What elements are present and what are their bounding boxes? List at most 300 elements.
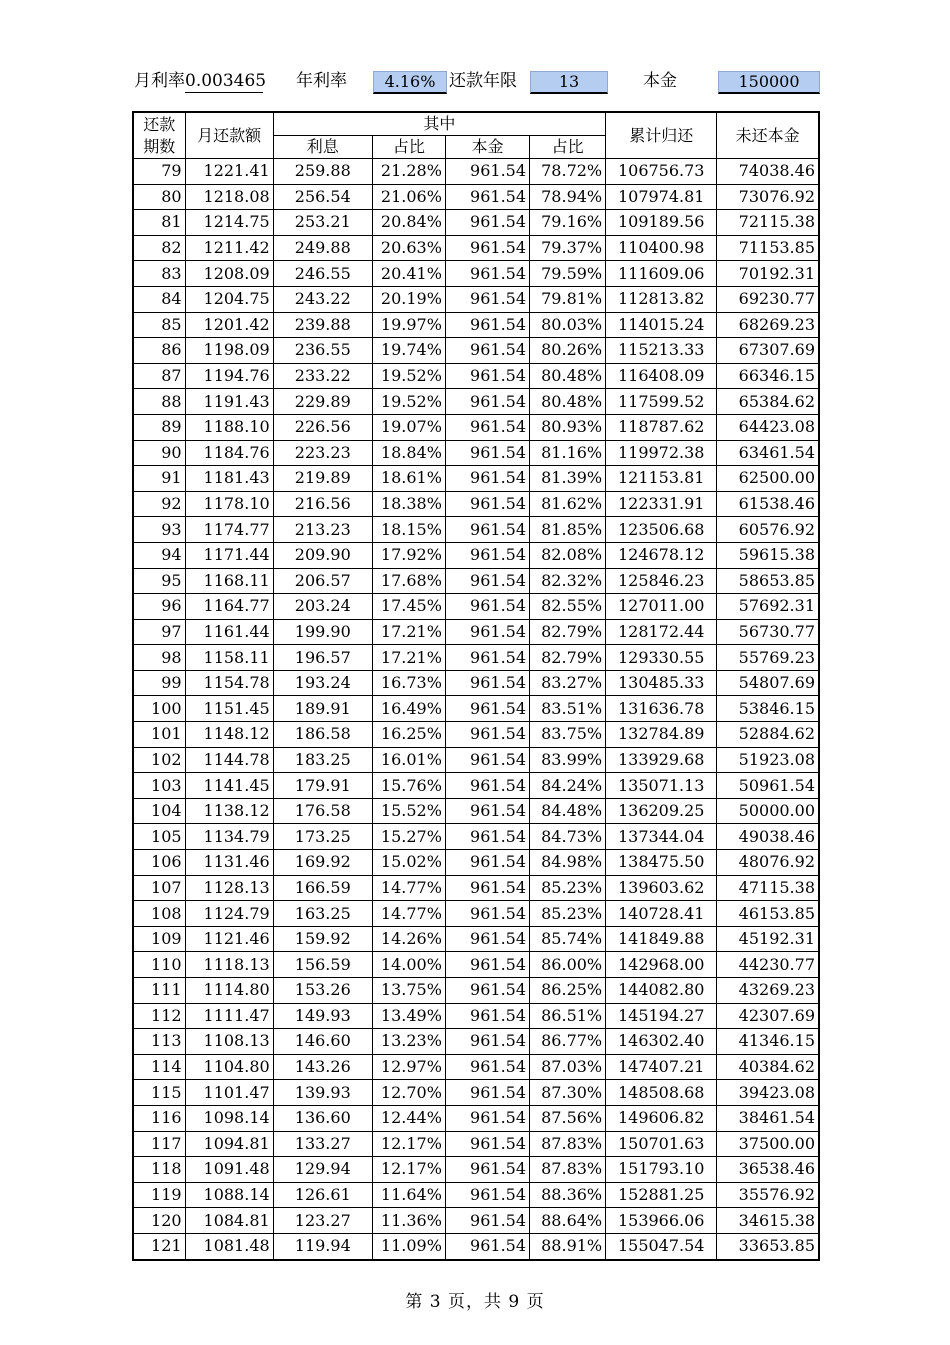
cell-principal-ratio: 87.30% <box>530 1080 606 1106</box>
cell-cumulative-repaid: 131636.78 <box>606 696 717 722</box>
cell-cumulative-repaid: 107974.81 <box>606 184 717 210</box>
cell-monthly-payment: 1194.76 <box>185 363 273 389</box>
cell-principal-ratio: 78.72% <box>530 159 606 185</box>
cell-remaining-principal: 34615.38 <box>717 1208 819 1234</box>
cell-principal: 961.54 <box>445 850 529 876</box>
header-principal: 本金 <box>445 136 529 159</box>
cell-period: 85 <box>133 312 185 338</box>
cell-principal-ratio: 85.23% <box>530 901 606 927</box>
cell-period: 107 <box>133 875 185 901</box>
table-row <box>133 363 819 389</box>
cell-interest: 219.89 <box>273 466 372 492</box>
cell-period: 98 <box>133 645 185 671</box>
table-row <box>133 926 819 952</box>
table-row <box>133 824 819 850</box>
cell-interest-ratio: 13.23% <box>372 1029 445 1055</box>
cell-remaining-principal: 50961.54 <box>717 773 819 799</box>
cell-interest-ratio: 17.45% <box>372 594 445 620</box>
cell-principal-ratio: 83.99% <box>530 747 606 773</box>
cell-remaining-principal: 49038.46 <box>717 824 819 850</box>
cell-cumulative-repaid: 137344.04 <box>606 824 717 850</box>
table-row <box>133 184 819 210</box>
cell-remaining-principal: 69230.77 <box>717 286 819 312</box>
cell-principal-ratio: 82.08% <box>530 542 606 568</box>
cell-principal: 961.54 <box>445 1157 529 1183</box>
cell-monthly-payment: 1101.47 <box>185 1080 273 1106</box>
cell-remaining-principal: 36538.46 <box>717 1157 819 1183</box>
cell-cumulative-repaid: 138475.50 <box>606 850 717 876</box>
cell-principal-ratio: 82.55% <box>530 594 606 620</box>
cell-interest-ratio: 18.61% <box>372 466 445 492</box>
cell-remaining-principal: 50000.00 <box>717 798 819 824</box>
table-row <box>133 696 819 722</box>
table-row <box>133 952 819 978</box>
cell-principal-ratio: 87.83% <box>530 1131 606 1157</box>
table-row <box>133 1157 819 1183</box>
cell-principal-ratio: 85.23% <box>530 875 606 901</box>
cell-period: 101 <box>133 722 185 748</box>
cell-interest-ratio: 15.02% <box>372 850 445 876</box>
cell-principal: 961.54 <box>445 1233 529 1259</box>
cell-principal-ratio: 82.32% <box>530 568 606 594</box>
cell-period: 116 <box>133 1105 185 1131</box>
cell-interest-ratio: 18.38% <box>372 491 445 517</box>
cell-principal: 961.54 <box>445 466 529 492</box>
cell-principal: 961.54 <box>445 773 529 799</box>
cell-period: 104 <box>133 798 185 824</box>
cell-remaining-principal: 58653.85 <box>717 568 819 594</box>
table-row <box>133 901 819 927</box>
cell-remaining-principal: 39423.08 <box>717 1080 819 1106</box>
cell-remaining-principal: 57692.31 <box>717 594 819 620</box>
cell-cumulative-repaid: 118787.62 <box>606 414 717 440</box>
table-row <box>133 542 819 568</box>
cell-interest-ratio: 16.01% <box>372 747 445 773</box>
cell-remaining-principal: 52884.62 <box>717 722 819 748</box>
cell-principal: 961.54 <box>445 210 529 236</box>
term-input[interactable]: 13 <box>530 71 608 94</box>
cell-monthly-payment: 1201.42 <box>185 312 273 338</box>
cell-cumulative-repaid: 151793.10 <box>606 1157 717 1183</box>
cell-interest: 186.58 <box>273 722 372 748</box>
cell-cumulative-repaid: 111609.06 <box>606 261 717 287</box>
cell-cumulative-repaid: 132784.89 <box>606 722 717 748</box>
cell-principal: 961.54 <box>445 926 529 952</box>
cell-monthly-payment: 1108.13 <box>185 1029 273 1055</box>
cell-interest: 136.60 <box>273 1105 372 1131</box>
cell-cumulative-repaid: 148508.68 <box>606 1080 717 1106</box>
cell-cumulative-repaid: 155047.54 <box>606 1233 717 1259</box>
cell-cumulative-repaid: 149606.82 <box>606 1105 717 1131</box>
cell-period: 90 <box>133 440 185 466</box>
cell-monthly-payment: 1164.77 <box>185 594 273 620</box>
table-body <box>133 159 819 1260</box>
cell-interest: 176.58 <box>273 798 372 824</box>
table-row <box>133 645 819 671</box>
cell-remaining-principal: 42307.69 <box>717 1003 819 1029</box>
cell-remaining-principal: 38461.54 <box>717 1105 819 1131</box>
cell-interest: 253.21 <box>273 210 372 236</box>
cell-interest-ratio: 19.74% <box>372 338 445 364</box>
cell-principal: 961.54 <box>445 747 529 773</box>
table-row <box>133 978 819 1004</box>
cell-period: 82 <box>133 235 185 261</box>
cell-cumulative-repaid: 106756.73 <box>606 159 717 185</box>
cell-principal-ratio: 88.91% <box>530 1233 606 1259</box>
cell-remaining-principal: 40384.62 <box>717 1054 819 1080</box>
cell-interest: 166.59 <box>273 875 372 901</box>
cell-interest: 199.90 <box>273 619 372 645</box>
cell-interest-ratio: 12.44% <box>372 1105 445 1131</box>
cell-cumulative-repaid: 147407.21 <box>606 1054 717 1080</box>
table-row <box>133 414 819 440</box>
cell-monthly-payment: 1098.14 <box>185 1105 273 1131</box>
cell-principal: 961.54 <box>445 1080 529 1106</box>
header-remaining: 未还本金 <box>717 112 819 159</box>
cell-interest: 196.57 <box>273 645 372 671</box>
cell-interest: 229.89 <box>273 389 372 415</box>
cell-principal-ratio: 79.37% <box>530 235 606 261</box>
cell-cumulative-repaid: 140728.41 <box>606 901 717 927</box>
cell-interest-ratio: 12.17% <box>372 1157 445 1183</box>
cell-principal: 961.54 <box>445 722 529 748</box>
cell-principal: 961.54 <box>445 1208 529 1234</box>
cell-interest: 189.91 <box>273 696 372 722</box>
cell-cumulative-repaid: 146302.40 <box>606 1029 717 1055</box>
cell-interest: 123.27 <box>273 1208 372 1234</box>
cell-principal: 961.54 <box>445 696 529 722</box>
cell-cumulative-repaid: 153966.06 <box>606 1208 717 1234</box>
cell-interest-ratio: 11.36% <box>372 1208 445 1234</box>
cell-monthly-payment: 1171.44 <box>185 542 273 568</box>
table-row <box>133 568 819 594</box>
cell-interest: 256.54 <box>273 184 372 210</box>
cell-cumulative-repaid: 116408.09 <box>606 363 717 389</box>
cell-interest-ratio: 19.07% <box>372 414 445 440</box>
cell-period: 105 <box>133 824 185 850</box>
cell-interest-ratio: 15.52% <box>372 798 445 824</box>
cell-interest-ratio: 12.97% <box>372 1054 445 1080</box>
cell-monthly-payment: 1204.75 <box>185 286 273 312</box>
cell-remaining-principal: 70192.31 <box>717 261 819 287</box>
cell-cumulative-repaid: 129330.55 <box>606 645 717 671</box>
cell-monthly-payment: 1208.09 <box>185 261 273 287</box>
cell-monthly-payment: 1134.79 <box>185 824 273 850</box>
cell-principal-ratio: 81.85% <box>530 517 606 543</box>
cell-monthly-payment: 1141.45 <box>185 773 273 799</box>
cell-principal: 961.54 <box>445 312 529 338</box>
cell-cumulative-repaid: 142968.00 <box>606 952 717 978</box>
cell-remaining-principal: 71153.85 <box>717 235 819 261</box>
cell-period: 96 <box>133 594 185 620</box>
cell-principal-ratio: 80.48% <box>530 389 606 415</box>
cell-principal-ratio: 80.93% <box>530 414 606 440</box>
cell-interest-ratio: 14.77% <box>372 875 445 901</box>
page-indicator: 第 3 页，共 9 页 <box>405 1292 545 1312</box>
cell-interest-ratio: 20.41% <box>372 261 445 287</box>
cell-principal: 961.54 <box>445 542 529 568</box>
cell-cumulative-repaid: 127011.00 <box>606 594 717 620</box>
monthly-rate-label: 月利率 <box>134 71 185 91</box>
cell-principal-ratio: 79.81% <box>530 286 606 312</box>
cell-monthly-payment: 1124.79 <box>185 901 273 927</box>
cell-interest-ratio: 20.84% <box>372 210 445 236</box>
cell-period: 83 <box>133 261 185 287</box>
cell-cumulative-repaid: 152881.25 <box>606 1182 717 1208</box>
cell-principal: 961.54 <box>445 517 529 543</box>
cell-interest: 139.93 <box>273 1080 372 1106</box>
cell-period: 109 <box>133 926 185 952</box>
cell-monthly-payment: 1178.10 <box>185 491 273 517</box>
cell-monthly-payment: 1104.80 <box>185 1054 273 1080</box>
cell-remaining-principal: 55769.23 <box>717 645 819 671</box>
cell-interest: 153.26 <box>273 978 372 1004</box>
cell-interest-ratio: 21.28% <box>372 159 445 185</box>
cell-principal-ratio: 82.79% <box>530 619 606 645</box>
cell-principal-ratio: 84.24% <box>530 773 606 799</box>
cell-remaining-principal: 41346.15 <box>717 1029 819 1055</box>
cell-interest: 126.61 <box>273 1182 372 1208</box>
cell-principal-ratio: 80.48% <box>530 363 606 389</box>
cell-interest: 209.90 <box>273 542 372 568</box>
cell-interest: 216.56 <box>273 491 372 517</box>
table-row <box>133 1054 819 1080</box>
header-cumulative: 累计归还 <box>606 112 717 159</box>
cell-interest-ratio: 17.68% <box>372 568 445 594</box>
cell-principal-ratio: 86.77% <box>530 1029 606 1055</box>
cell-principal-ratio: 82.79% <box>530 645 606 671</box>
cell-interest: 129.94 <box>273 1157 372 1183</box>
cell-monthly-payment: 1151.45 <box>185 696 273 722</box>
cell-interest: 223.23 <box>273 440 372 466</box>
cell-remaining-principal: 44230.77 <box>717 952 819 978</box>
cell-interest: 149.93 <box>273 1003 372 1029</box>
cell-interest-ratio: 16.73% <box>372 670 445 696</box>
cell-cumulative-repaid: 109189.56 <box>606 210 717 236</box>
table-row <box>133 466 819 492</box>
cell-interest-ratio: 12.70% <box>372 1080 445 1106</box>
cell-interest: 243.22 <box>273 286 372 312</box>
cell-principal: 961.54 <box>445 159 529 185</box>
cell-interest: 119.94 <box>273 1233 372 1259</box>
header-principal-ratio: 占比 <box>530 136 606 159</box>
cell-period: 87 <box>133 363 185 389</box>
cell-remaining-principal: 60576.92 <box>717 517 819 543</box>
cell-monthly-payment: 1198.09 <box>185 338 273 364</box>
cell-interest-ratio: 17.21% <box>372 619 445 645</box>
cell-principal-ratio: 86.51% <box>530 1003 606 1029</box>
cell-interest: 213.23 <box>273 517 372 543</box>
cell-monthly-payment: 1088.14 <box>185 1182 273 1208</box>
cell-monthly-payment: 1138.12 <box>185 798 273 824</box>
cell-remaining-principal: 46153.85 <box>717 901 819 927</box>
cell-remaining-principal: 67307.69 <box>717 338 819 364</box>
cell-monthly-payment: 1221.41 <box>185 159 273 185</box>
cell-period: 110 <box>133 952 185 978</box>
cell-interest-ratio: 17.21% <box>372 645 445 671</box>
cell-principal: 961.54 <box>445 363 529 389</box>
cell-principal-ratio: 80.26% <box>530 338 606 364</box>
cell-period: 115 <box>133 1080 185 1106</box>
cell-interest-ratio: 15.27% <box>372 824 445 850</box>
cell-principal: 961.54 <box>445 1182 529 1208</box>
cell-interest: 179.91 <box>273 773 372 799</box>
table-row <box>133 1233 819 1259</box>
cell-principal-ratio: 81.39% <box>530 466 606 492</box>
cell-principal-ratio: 81.62% <box>530 491 606 517</box>
cell-period: 88 <box>133 389 185 415</box>
cell-principal: 961.54 <box>445 184 529 210</box>
cell-period: 121 <box>133 1233 185 1259</box>
cell-period: 100 <box>133 696 185 722</box>
cell-interest: 203.24 <box>273 594 372 620</box>
cell-monthly-payment: 1218.08 <box>185 184 273 210</box>
cell-monthly-payment: 1148.12 <box>185 722 273 748</box>
cell-remaining-principal: 54807.69 <box>717 670 819 696</box>
cell-principal: 961.54 <box>445 901 529 927</box>
cell-interest-ratio: 20.19% <box>372 286 445 312</box>
cell-interest-ratio: 18.15% <box>372 517 445 543</box>
monthly-rate-value: 0.003465 <box>185 71 267 91</box>
cell-period: 103 <box>133 773 185 799</box>
annual-rate-input[interactable]: 4.16% <box>373 71 447 94</box>
cell-principal: 961.54 <box>445 261 529 287</box>
table-row <box>133 159 819 185</box>
cell-cumulative-repaid: 123506.68 <box>606 517 717 543</box>
principal-input[interactable]: 150000 <box>718 71 820 94</box>
cell-remaining-principal: 48076.92 <box>717 850 819 876</box>
cell-principal-ratio: 88.64% <box>530 1208 606 1234</box>
cell-monthly-payment: 1144.78 <box>185 747 273 773</box>
annual-rate-label: 年利率 <box>296 71 347 91</box>
cell-remaining-principal: 63461.54 <box>717 440 819 466</box>
cell-monthly-payment: 1188.10 <box>185 414 273 440</box>
cell-cumulative-repaid: 135071.13 <box>606 773 717 799</box>
cell-interest-ratio: 15.76% <box>372 773 445 799</box>
header-monthly: 月还款额 <box>185 112 273 159</box>
table-row <box>133 798 819 824</box>
cell-period: 79 <box>133 159 185 185</box>
cell-remaining-principal: 45192.31 <box>717 926 819 952</box>
cell-cumulative-repaid: 139603.62 <box>606 875 717 901</box>
cell-interest: 143.26 <box>273 1054 372 1080</box>
cell-cumulative-repaid: 121153.81 <box>606 466 717 492</box>
cell-remaining-principal: 73076.92 <box>717 184 819 210</box>
header-period-line2: 期数 <box>143 136 176 156</box>
cell-period: 114 <box>133 1054 185 1080</box>
cell-remaining-principal: 56730.77 <box>717 619 819 645</box>
cell-principal-ratio: 83.51% <box>530 696 606 722</box>
cell-interest: 159.92 <box>273 926 372 952</box>
cell-remaining-principal: 64423.08 <box>717 414 819 440</box>
cell-remaining-principal: 62500.00 <box>717 466 819 492</box>
cell-monthly-payment: 1131.46 <box>185 850 273 876</box>
table-row <box>133 1003 819 1029</box>
table-row <box>133 1182 819 1208</box>
cell-interest-ratio: 19.52% <box>372 363 445 389</box>
cell-interest: 249.88 <box>273 235 372 261</box>
cell-interest: 246.55 <box>273 261 372 287</box>
cell-period: 94 <box>133 542 185 568</box>
cell-cumulative-repaid: 124678.12 <box>606 542 717 568</box>
cell-principal: 961.54 <box>445 1131 529 1157</box>
cell-monthly-payment: 1174.77 <box>185 517 273 543</box>
cell-period: 112 <box>133 1003 185 1029</box>
cell-period: 117 <box>133 1131 185 1157</box>
cell-interest-ratio: 21.06% <box>372 184 445 210</box>
cell-remaining-principal: 72115.38 <box>717 210 819 236</box>
cell-principal-ratio: 83.27% <box>530 670 606 696</box>
cell-period: 97 <box>133 619 185 645</box>
table-row <box>133 773 819 799</box>
cell-cumulative-repaid: 115213.33 <box>606 338 717 364</box>
cell-remaining-principal: 65384.62 <box>717 389 819 415</box>
cell-interest: 193.24 <box>273 670 372 696</box>
cell-interest-ratio: 18.84% <box>372 440 445 466</box>
cell-cumulative-repaid: 119972.38 <box>606 440 717 466</box>
cell-monthly-payment: 1191.43 <box>185 389 273 415</box>
cell-principal: 961.54 <box>445 1054 529 1080</box>
cell-principal: 961.54 <box>445 389 529 415</box>
table-row <box>133 1131 819 1157</box>
cell-interest-ratio: 14.00% <box>372 952 445 978</box>
principal-label: 本金 <box>643 71 677 91</box>
table-row <box>133 1208 819 1234</box>
cell-cumulative-repaid: 133929.68 <box>606 747 717 773</box>
cell-interest-ratio: 13.49% <box>372 1003 445 1029</box>
table-row <box>133 517 819 543</box>
cell-interest-ratio: 14.26% <box>372 926 445 952</box>
cell-monthly-payment: 1094.81 <box>185 1131 273 1157</box>
table-row <box>133 594 819 620</box>
cell-cumulative-repaid: 130485.33 <box>606 670 717 696</box>
cell-principal-ratio: 87.83% <box>530 1157 606 1183</box>
cell-cumulative-repaid: 114015.24 <box>606 312 717 338</box>
term-label: 还款年限 <box>449 71 517 91</box>
cell-principal-ratio: 78.94% <box>530 184 606 210</box>
cell-interest: 206.57 <box>273 568 372 594</box>
cell-period: 120 <box>133 1208 185 1234</box>
cell-monthly-payment: 1211.42 <box>185 235 273 261</box>
cell-interest-ratio: 19.97% <box>372 312 445 338</box>
cell-interest: 239.88 <box>273 312 372 338</box>
cell-principal-ratio: 87.56% <box>530 1105 606 1131</box>
cell-cumulative-repaid: 110400.98 <box>606 235 717 261</box>
cell-remaining-principal: 47115.38 <box>717 875 819 901</box>
cell-principal-ratio: 87.03% <box>530 1054 606 1080</box>
cell-principal-ratio: 84.98% <box>530 850 606 876</box>
cell-interest-ratio: 13.75% <box>372 978 445 1004</box>
cell-interest-ratio: 11.64% <box>372 1182 445 1208</box>
cell-monthly-payment: 1118.13 <box>185 952 273 978</box>
table-row <box>133 235 819 261</box>
cell-monthly-payment: 1214.75 <box>185 210 273 236</box>
cell-principal: 961.54 <box>445 645 529 671</box>
cell-interest-ratio: 14.77% <box>372 901 445 927</box>
cell-interest-ratio: 16.49% <box>372 696 445 722</box>
cell-period: 95 <box>133 568 185 594</box>
cell-principal-ratio: 88.36% <box>530 1182 606 1208</box>
cell-principal: 961.54 <box>445 824 529 850</box>
cell-principal: 961.54 <box>445 952 529 978</box>
cell-remaining-principal: 51923.08 <box>717 747 819 773</box>
cell-principal: 961.54 <box>445 670 529 696</box>
cell-monthly-payment: 1111.47 <box>185 1003 273 1029</box>
cell-interest: 156.59 <box>273 952 372 978</box>
cell-period: 92 <box>133 491 185 517</box>
header-interest: 利息 <box>273 136 372 159</box>
header-interest-ratio: 占比 <box>372 136 445 159</box>
